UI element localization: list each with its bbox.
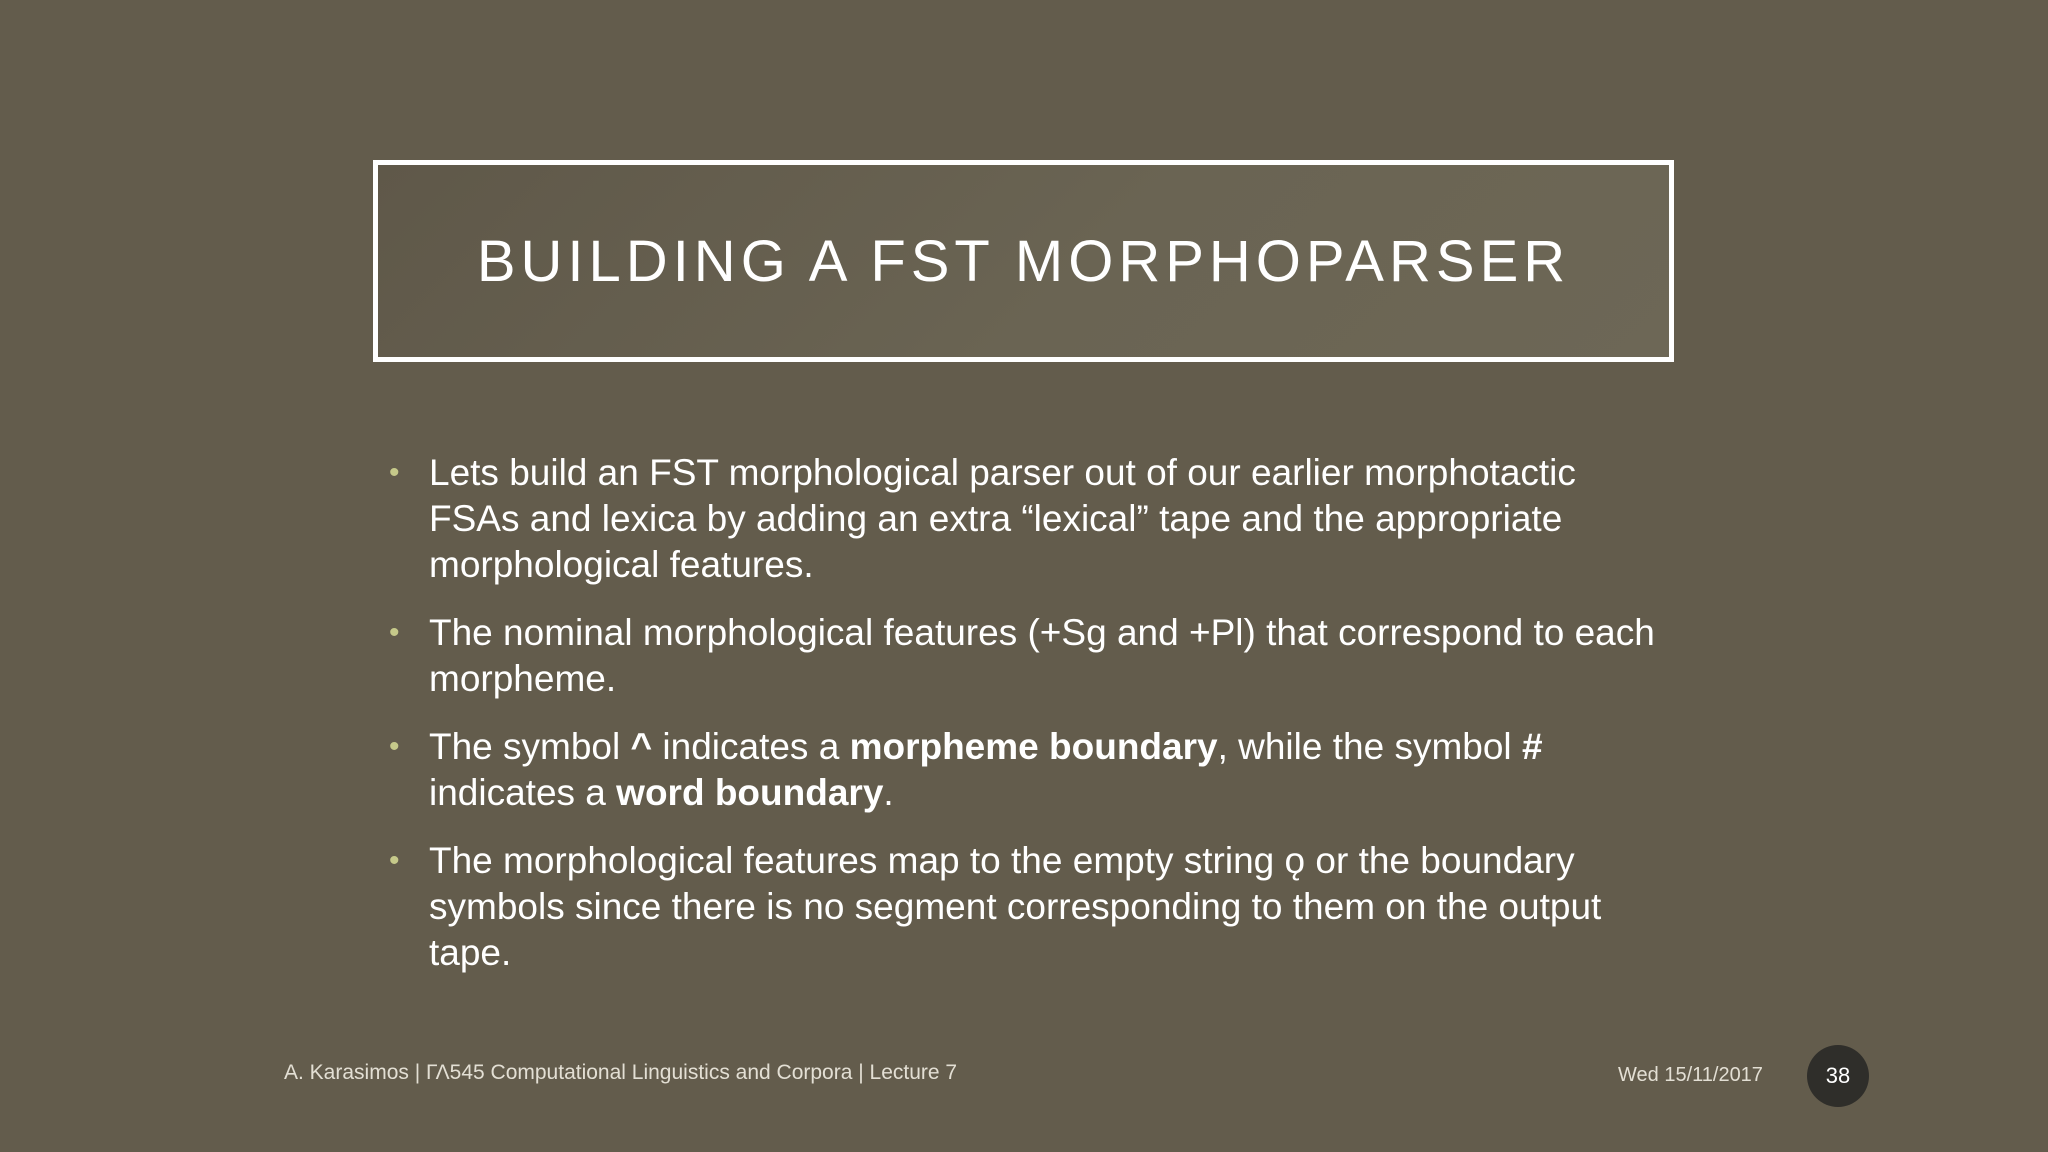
bullet-marker: • bbox=[389, 456, 400, 489]
bullet-marker: • bbox=[389, 844, 400, 877]
term-morpheme-boundary: morpheme boundary bbox=[849, 726, 1218, 767]
bullet-item bbox=[384, 724, 1674, 816]
bullet-text: Lets build an FST morphological parser out of our earlier morphotactic FSAs and lexica by adding an extra “lexical” tape and the appropriate morphological features. bbox=[429, 452, 1576, 585]
page-number-badge: 38 bbox=[1807, 1045, 1869, 1107]
bullet-marker: • bbox=[389, 616, 400, 649]
slide-title: BUILDING A FST MORPHOPARSER bbox=[476, 228, 1571, 294]
footer-date: Wed 15/11/2017 bbox=[1618, 1064, 1763, 1086]
bullet-text: The symbol ^ indicates a morpheme boundary, while the symbol # indicates a word boundary. bbox=[429, 726, 1543, 813]
bullet-item bbox=[384, 610, 1674, 702]
symbol-caret: ^ bbox=[630, 726, 653, 767]
symbol-hash: # bbox=[1521, 726, 1543, 767]
bullet-item bbox=[384, 838, 1674, 976]
footer-course-info: A. Karasimos | ΓΛ545 Computational Linguistics and Corpora | Lecture 7 bbox=[284, 1061, 958, 1084]
bullet-item bbox=[384, 450, 1674, 588]
term-word-boundary: word boundary bbox=[616, 772, 884, 813]
bullet-list bbox=[384, 450, 1674, 998]
bullet-text: The morphological features map to the empty string ǫ or the boundary symbols since there is no segment corresponding to them on the output tape. bbox=[429, 840, 1602, 973]
bullet-text: The nominal morphological features (+Sg and +Pl) that correspond to each morpheme. bbox=[429, 612, 1655, 699]
bullet-marker: • bbox=[389, 730, 400, 763]
title-box bbox=[373, 160, 1674, 362]
